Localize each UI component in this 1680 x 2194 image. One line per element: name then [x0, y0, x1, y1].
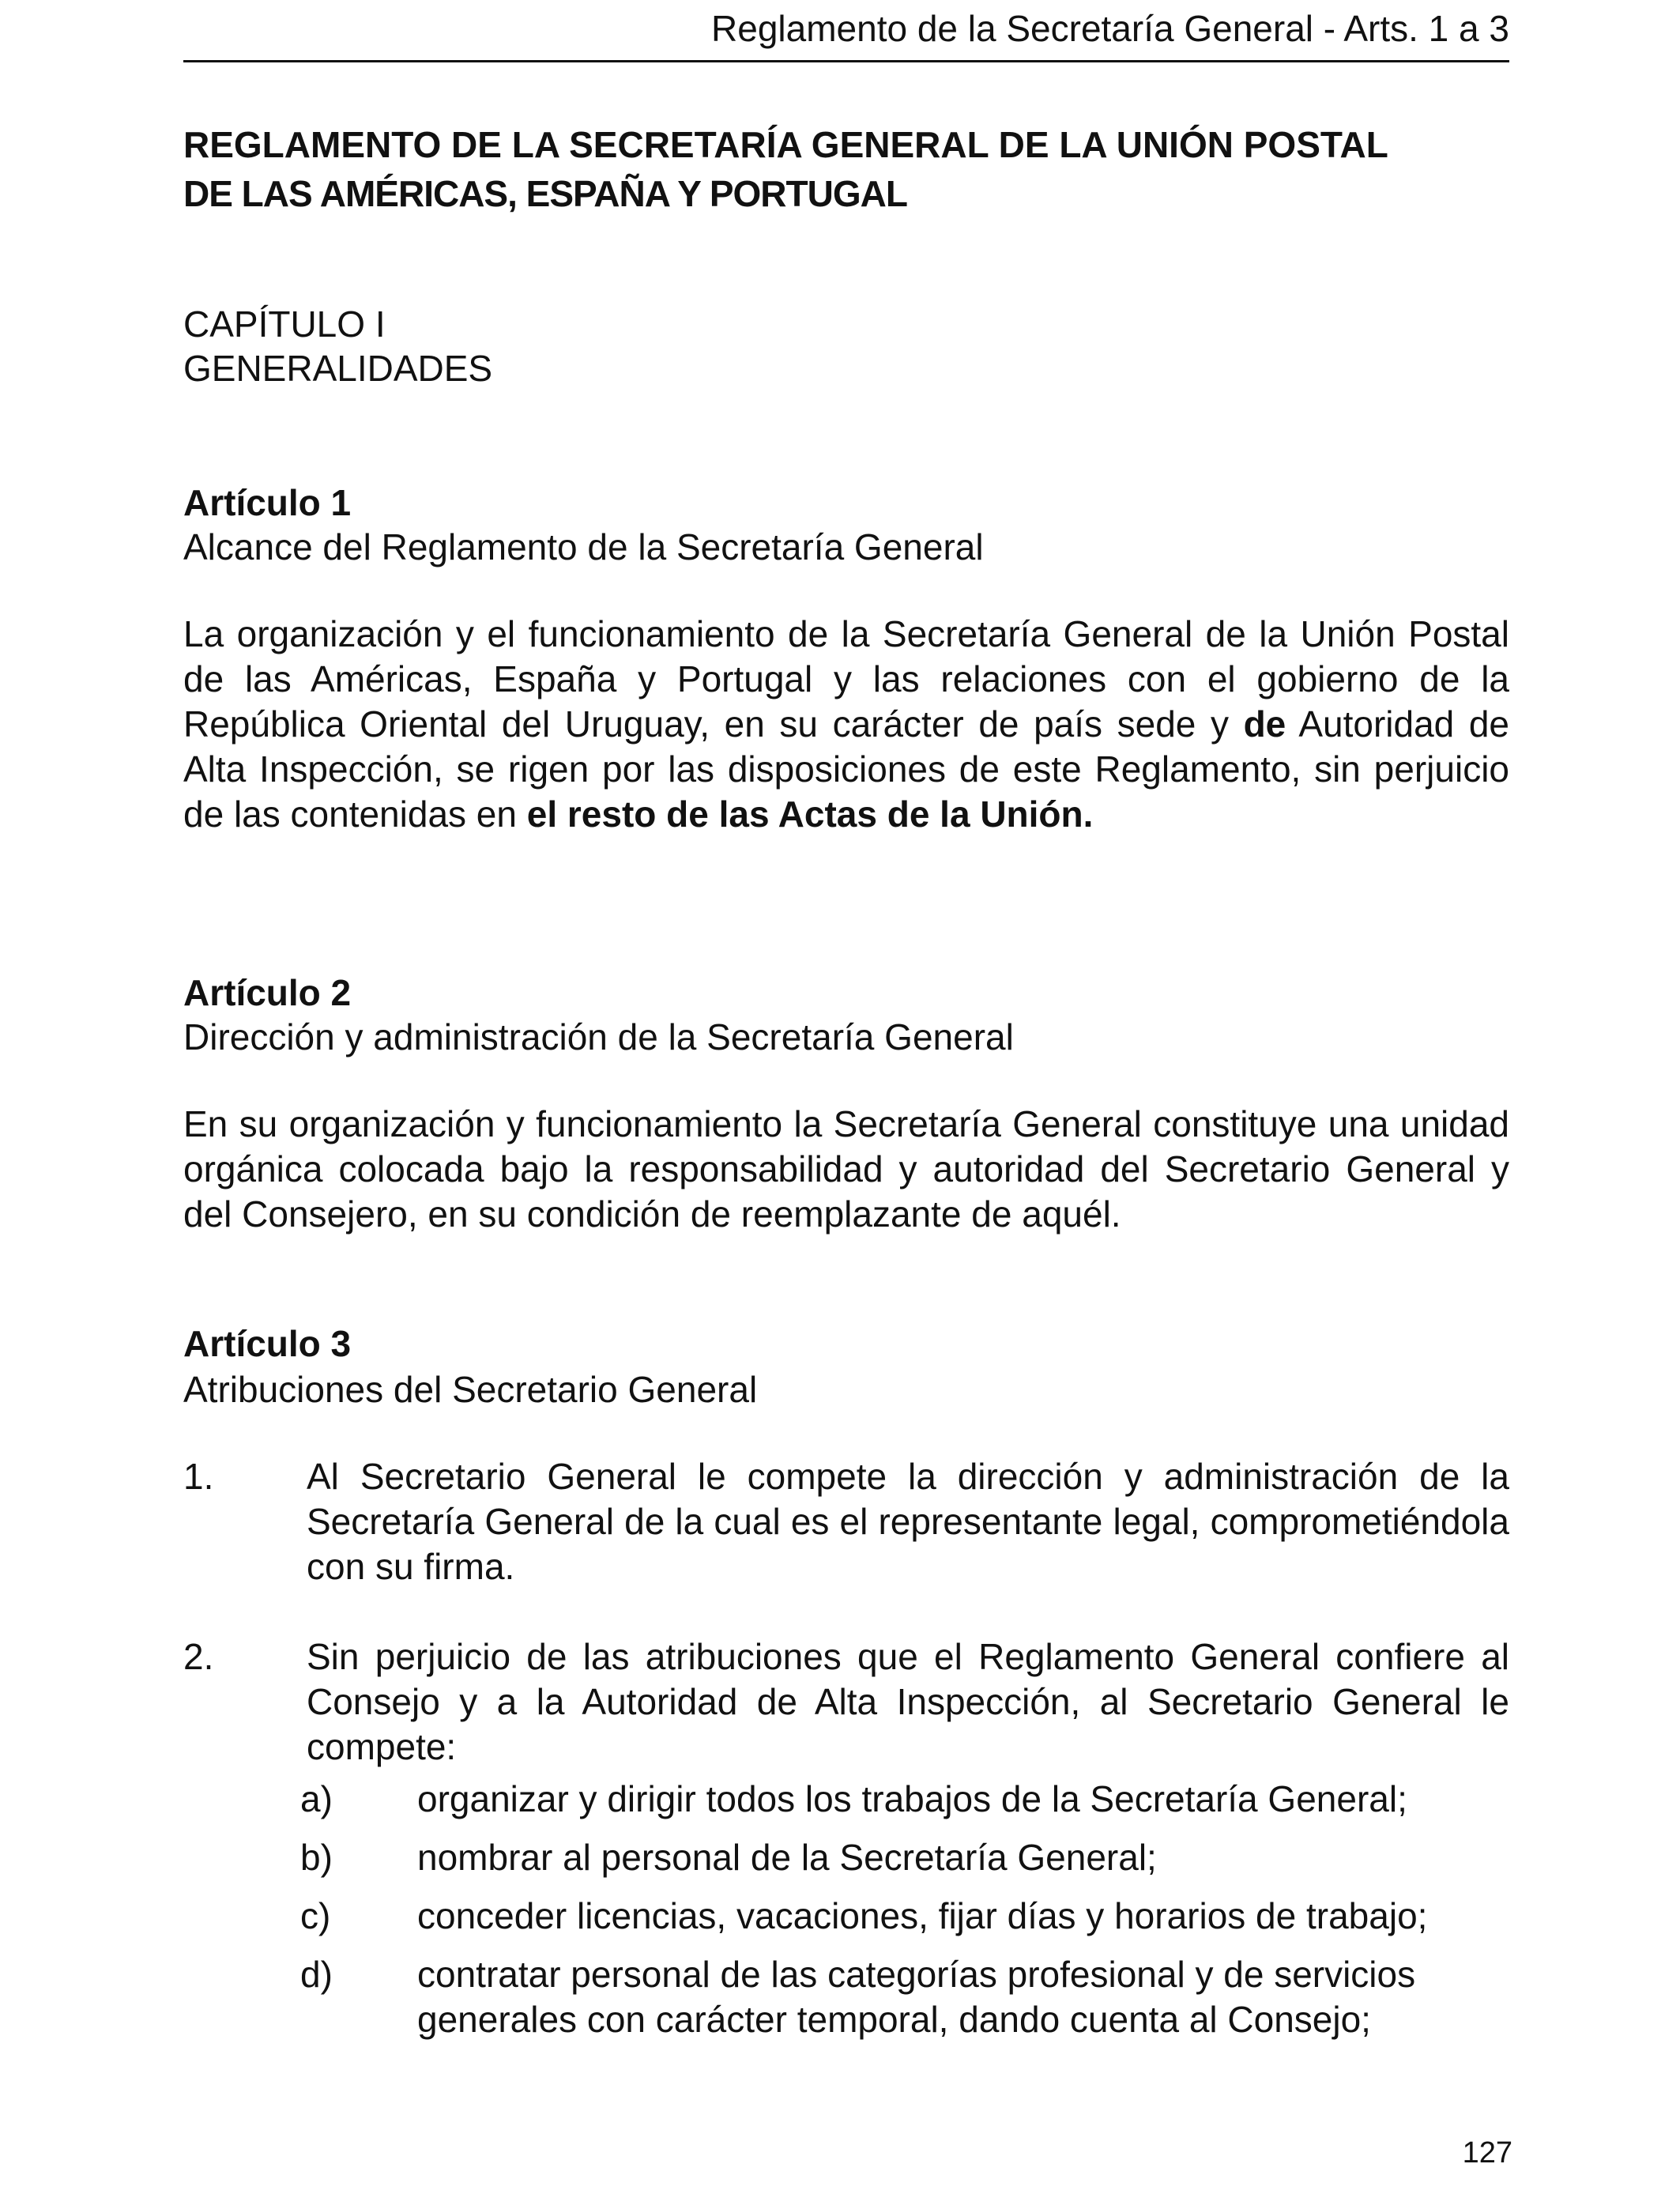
article-3-number: Artículo 3: [183, 1323, 352, 1364]
article-2-number: Artículo 2: [183, 972, 352, 1013]
article-1-body: [183, 612, 1509, 837]
article-1-body-part-c: Autoridad de Alta Inspección, se rigen por las disposiciones de este Reglamento, sin perjuicio de las contenidas en: [183, 703, 1509, 835]
header-rule: [183, 60, 1509, 62]
article-3-title: Atribuciones del Secretario General: [183, 1369, 758, 1410]
article-1-body-bold-d: el resto de las Actas de la Unión.: [526, 794, 1094, 835]
subitem-text: organizar y dirigir todos los trabajos de la Secretaría General;: [417, 1778, 1407, 1819]
article-2-body: En su organización y funcionamiento la Secretaría General constituye una unidad orgánica colocada bajo la responsabilidad y autoridad del Secretario General y del Consejero, en su condición de reemplazante de aquél.: [183, 1103, 1509, 1235]
article-1-title: Alcance del Reglamento de la Secretaría General: [183, 526, 984, 567]
article-1-body-part-a: La organización y el funcionamiento de la Secretaría General de la Unión Postal de las Américas, España y Portugal y las relaciones con el gobierno de la República Oriental del Uruguay, en su carácter de país sede y: [183, 613, 1509, 745]
page-number: 127: [1462, 2136, 1512, 2169]
subitem-label: b): [300, 1837, 333, 1878]
subitem-text: contratar personal de las categorías profesional y de servicios generales con carácter temporal, dando cuenta al Consejo;: [417, 1954, 1416, 2040]
chapter-name: GENERALIDADES: [183, 348, 493, 389]
document-title-line-2: DE LAS AMÉRICAS, ESPAÑA Y PORTUGAL: [183, 173, 907, 214]
article-2-title: Dirección y administración de la Secretaría General: [183, 1016, 1014, 1057]
item-text: Al Secretario General le compete la dirección y administración de la Secretaría General de la cual es el representante legal, comprometiéndola con su firma.: [307, 1456, 1509, 1587]
item-number: 1.: [183, 1456, 214, 1497]
document-title: [183, 120, 1509, 218]
chapter-heading: [183, 302, 492, 390]
running-header: Reglamento de la Secretaría General - Arts. 1 a 3: [711, 8, 1509, 49]
article-1-body-bold-a: de: [1243, 703, 1286, 745]
subitem-label: a): [300, 1778, 333, 1819]
subitem-label: c): [300, 1895, 331, 1936]
article-1-number: Artículo 1: [183, 482, 352, 523]
item-text: Sin perjuicio de las atribuciones que el Reglamento General confiere al Consejo y a la Autoridad de Alta Inspección, al Secretario General le compete:: [307, 1636, 1509, 1767]
subitem-text: conceder licencias, vacaciones, fijar días y horarios de trabajo;: [417, 1895, 1428, 1936]
chapter-label: CAPÍTULO I: [183, 303, 386, 345]
item-number: 2.: [183, 1636, 214, 1677]
subitem-label: d): [300, 1954, 333, 1995]
subitem-text: nombrar al personal de la Secretaría General;: [417, 1837, 1157, 1878]
document-title-line-1: REGLAMENTO DE LA SECRETARÍA GENERAL DE LA UNIÓN POSTAL: [183, 124, 1388, 165]
